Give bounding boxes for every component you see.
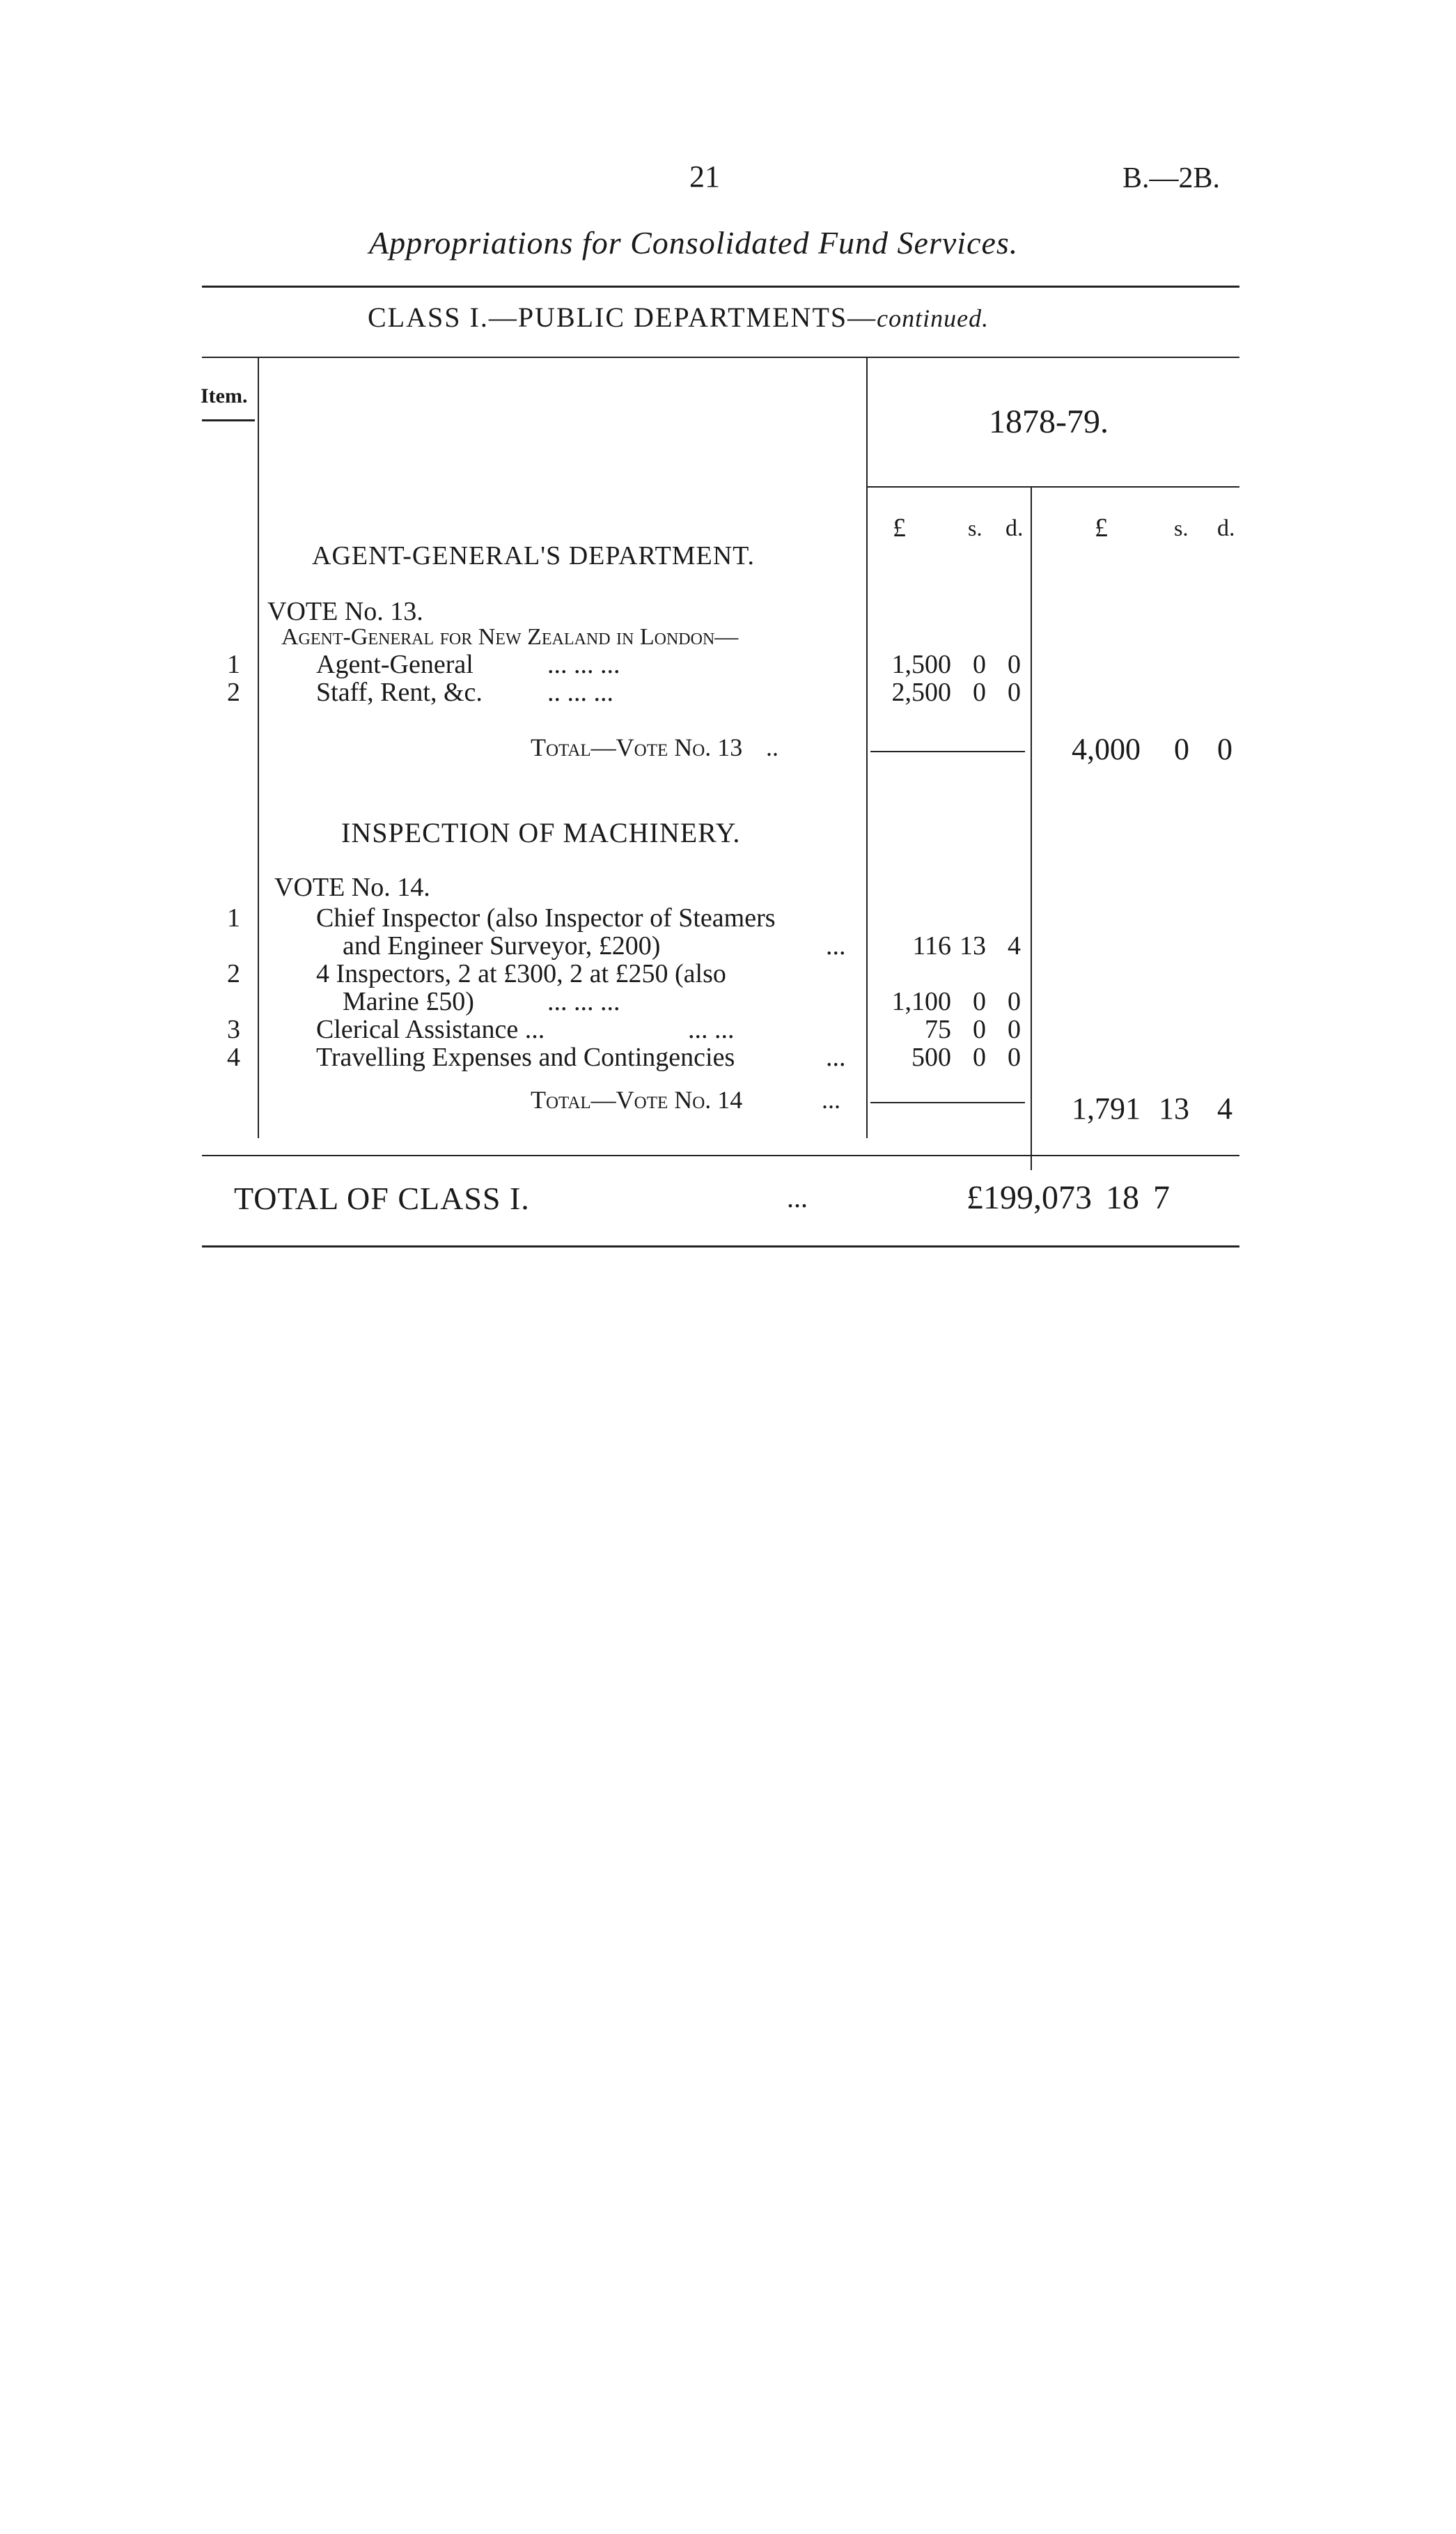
vote-13-total-pounds: 4,000 <box>1072 732 1141 766</box>
pounds-header-2: £ <box>1095 513 1108 543</box>
amount-pounds: 116 <box>912 931 951 961</box>
pounds-header-1: £ <box>893 513 906 543</box>
shillings-header-1: s. <box>968 515 983 541</box>
grand-total-amount: £199,073 18 7 <box>966 1179 1170 1216</box>
amount-pence: 0 <box>1008 650 1021 679</box>
item-leader: ... <box>826 1043 846 1072</box>
vote-14-total-pounds: 1,791 <box>1072 1091 1141 1126</box>
year-under-rule <box>866 486 1239 488</box>
vote-13-total-pence: 0 <box>1217 732 1232 766</box>
amount-shillings: 0 <box>973 678 986 707</box>
subtotal-rule <box>870 1102 1025 1103</box>
item-number: 2 <box>227 959 240 988</box>
class-heading-main: CLASS I.—PUBLIC DEPARTMENTS— <box>368 302 877 333</box>
item-number: 3 <box>227 1015 240 1044</box>
grand-total-leader: ... <box>787 1182 808 1213</box>
amount-pence: 0 <box>1008 987 1021 1016</box>
section-heading-inspection-of-machinery: INSPECTION OF MACHINERY. <box>341 817 741 848</box>
document-reference: B.—2B. <box>1122 162 1221 194</box>
pence-header-2: d. <box>1217 515 1235 541</box>
amount-pounds: 2,500 <box>891 678 951 707</box>
item-description: Staff, Rent, &c. <box>316 678 483 707</box>
subtotal-column-divider <box>1031 488 1032 1170</box>
vote-13-total-shillings: 0 <box>1174 732 1189 766</box>
vote-14-label: VOTE No. 14. <box>274 873 430 902</box>
item-description-line-2: and Engineer Surveyor, £200) <box>343 931 661 961</box>
item-leader: ... ... <box>688 1015 735 1044</box>
amount-pence: 0 <box>1008 678 1021 707</box>
header-rule <box>202 286 1239 288</box>
item-leader: .. ... ... <box>547 678 613 707</box>
amount-shillings: 0 <box>973 1043 986 1072</box>
item-number: 2 <box>227 678 240 707</box>
subtotal-rule <box>870 751 1025 752</box>
amount-pounds: 75 <box>925 1015 951 1044</box>
vote-13-subheading: Agent-General for New Zealand in London— <box>281 624 739 650</box>
item-column-header: Item. <box>201 384 248 407</box>
page-number: 21 <box>689 160 720 194</box>
class-heading <box>368 301 989 334</box>
amount-pounds: 1,500 <box>891 650 951 679</box>
amount-pence: 0 <box>1008 1015 1021 1044</box>
item-number: 1 <box>227 650 240 679</box>
amount-shillings: 0 <box>973 987 986 1016</box>
vote-14-total-leader: ... <box>822 1086 840 1114</box>
vote-14-total-shillings: 13 <box>1159 1091 1189 1126</box>
amount-shillings: 0 <box>973 1015 986 1044</box>
vote-14-total-label: Total—Vote No. 14 <box>531 1086 743 1114</box>
amount-pence: 4 <box>1008 931 1021 961</box>
table-top-rule <box>202 357 1239 358</box>
amount-column-divider <box>866 358 868 1138</box>
vote-13-total-label: Total—Vote No. 13 <box>531 733 743 761</box>
item-description: Travelling Expenses and Contingencies <box>316 1043 735 1072</box>
amount-pounds: 500 <box>911 1043 951 1072</box>
amount-pounds: 1,100 <box>891 987 951 1016</box>
item-column-divider <box>258 358 259 1138</box>
vote-13-total-leader: .. <box>766 733 778 761</box>
item-description-line-2: Marine £50) <box>343 987 474 1016</box>
amount-shillings: 13 <box>960 931 986 961</box>
section-heading-agent-general: AGENT-GENERAL'S DEPARTMENT. <box>312 541 756 570</box>
amount-pence: 0 <box>1008 1043 1021 1072</box>
shillings-header-2: s. <box>1174 515 1189 541</box>
item-number: 4 <box>227 1043 240 1072</box>
class-heading-italic: continued. <box>877 304 989 332</box>
page-title: Appropriations for Consolidated Fund Services. <box>369 225 1019 261</box>
vote-14-total-pence: 4 <box>1217 1091 1232 1126</box>
item-description: Clerical Assistance ... <box>316 1015 545 1044</box>
item-description-line-1: 4 Inspectors, 2 at £300, 2 at £250 (also <box>316 959 726 988</box>
vote-13-label: VOTE No. 13. <box>267 597 423 626</box>
amount-shillings: 0 <box>973 650 986 679</box>
item-header-underline <box>202 419 255 421</box>
item-leader: ... ... ... <box>547 987 620 1016</box>
item-description-line-1: Chief Inspector (also Inspector of Steamers <box>316 903 776 933</box>
item-leader: ... ... ... <box>547 650 620 679</box>
grand-total-bottom-rule <box>202 1245 1239 1247</box>
item-description: Agent-General <box>316 650 473 679</box>
item-number: 1 <box>227 903 240 933</box>
grand-total-top-rule <box>202 1155 1239 1156</box>
year-header: 1878-79. <box>989 403 1109 440</box>
grand-total-label: TOTAL OF CLASS I. <box>234 1181 530 1216</box>
item-leader: ... <box>826 931 846 961</box>
pence-header-1: d. <box>1005 515 1024 541</box>
